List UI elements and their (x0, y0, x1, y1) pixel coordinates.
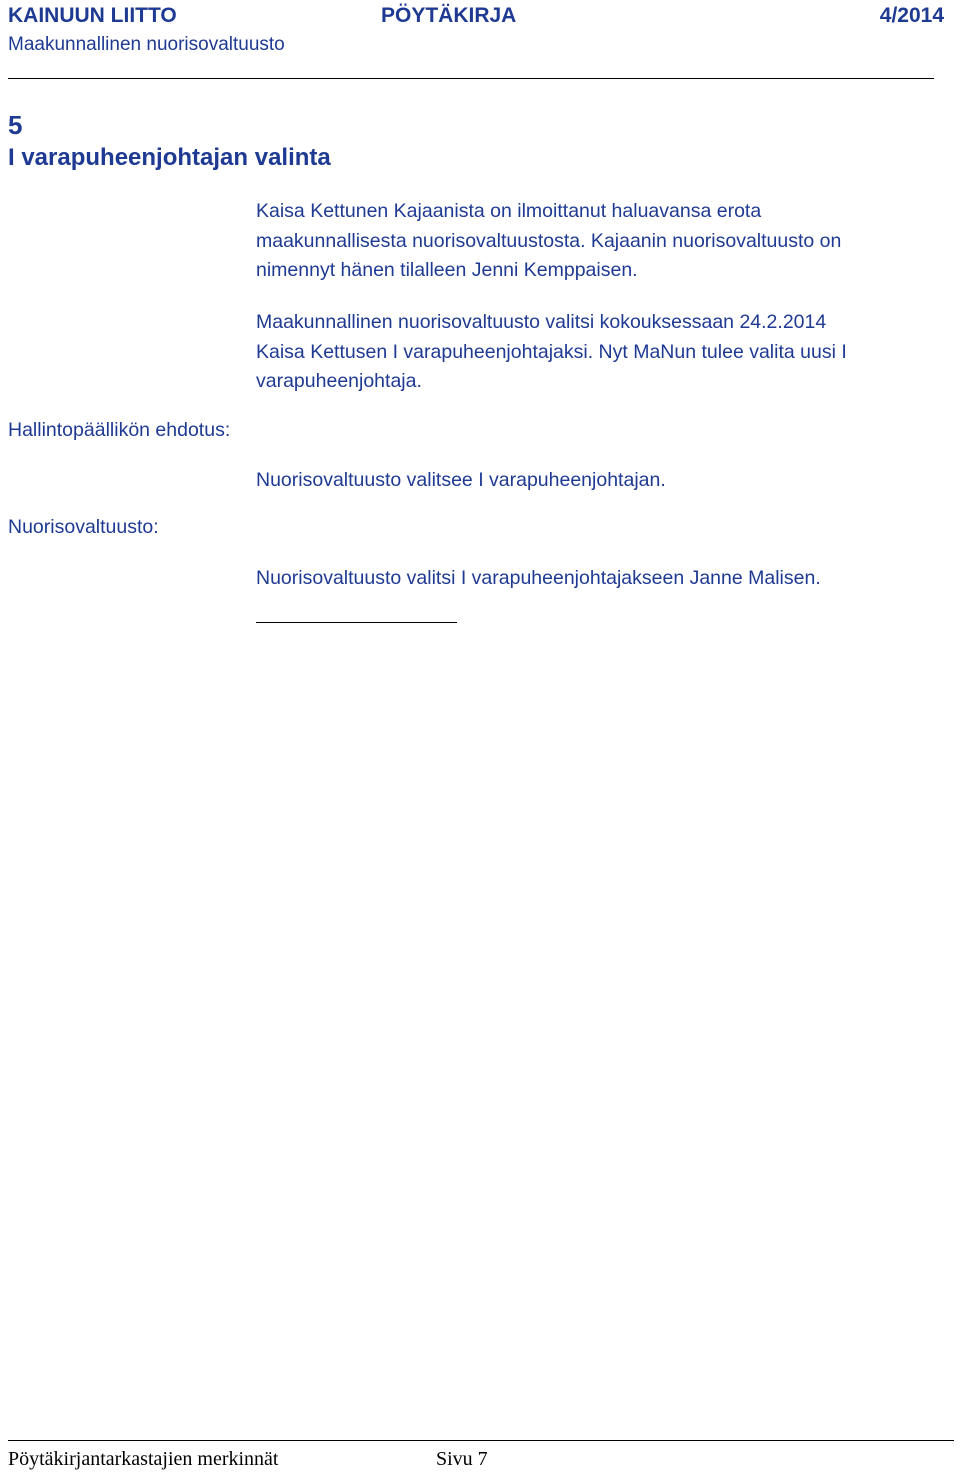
decision-text: Nuorisovaltuusto valitsi I varapuheenjohtajakseen Janne Malisen. (256, 567, 821, 589)
section-end-rule (256, 622, 457, 623)
footer-divider (8, 1440, 954, 1441)
background-paragraph (256, 197, 956, 286)
proposal-paragraph (256, 466, 956, 496)
body-name: Maakunnallinen nuorisovaltuusto (8, 34, 285, 55)
history-line: varapuheenjohtaja. (256, 370, 422, 392)
document-type: PÖYTÄKIRJA (381, 4, 517, 27)
decision-label: Nuorisovaltuusto: (8, 516, 159, 538)
background-line: nimennyt hänen tilalleen Jenni Kemppaisen. (256, 259, 638, 281)
section-title: I varapuheenjohtajan valinta (8, 144, 331, 171)
organization-name: KAINUUN LIITTO (8, 4, 177, 27)
footer-reviewer-notes: Pöytäkirjantarkastajien merkinnät (8, 1448, 279, 1470)
background-line: Kaisa Kettunen Kajaanista on ilmoittanut haluavansa erota (256, 200, 762, 222)
page-number: Sivu 7 (436, 1448, 488, 1470)
section-number: 5 (8, 110, 23, 140)
history-line: Kaisa Kettusen I varapuheenjohtajaksi. Nyt MaNun tulee valita uusi I (256, 340, 847, 363)
document-number: 4/2014 (879, 4, 944, 27)
history-line: Maakunnallinen nuorisovaltuusto valitsi kokouksessaan 24.2.2014 (256, 311, 827, 333)
history-paragraph (256, 308, 956, 397)
proposal-label: Hallintopäällikön ehdotus: (8, 419, 231, 441)
decision-paragraph (256, 564, 956, 594)
proposal-text: Nuorisovaltuusto valitsee I varapuheenjohtajan. (256, 469, 666, 491)
background-line: maakunnallisesta nuorisovaltuustosta. Kajaanin nuorisovaltuusto on (256, 229, 842, 252)
header-divider (8, 78, 934, 79)
